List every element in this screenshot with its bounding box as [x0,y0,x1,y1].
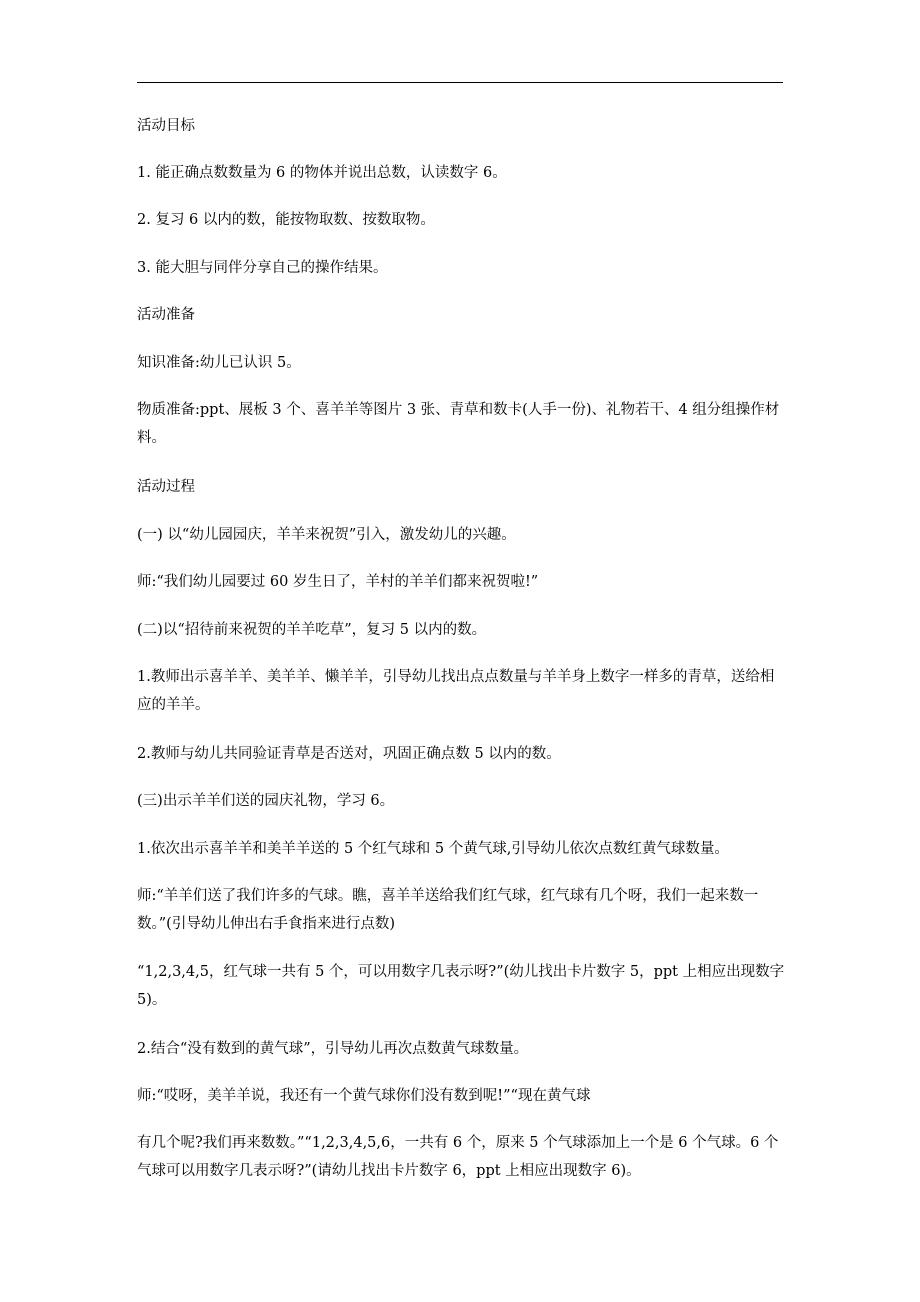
section-heading-goals: 活动目标 [137,118,195,134]
step-1: (一) 以“幼儿园园庆，羊羊来祝贺”引入，激发幼儿的兴趣。 [137,527,516,543]
goal-item-2: 2. 复习 6 以内的数，能按物取数、按数取物。 [137,212,435,228]
step-3-item-2: 2.结合“没有数到的黄气球”，引导幼儿再次点数黄气球数量。 [137,1041,529,1057]
step-3-count-quote: “1,2,3,4,5，红气球一共有 5 个，可以用数字几表示呀?”(幼儿找出卡片数字 5，ppt 上相应出现数字 5)。 [137,964,785,1008]
step-3-item-1: 1.依次出示喜羊羊和美羊羊送的 5 个红气球和 5 个黄气球,引导幼儿依次点数红黄气球数量。 [137,841,729,857]
section-heading-prep: 活动准备 [137,307,195,323]
step-2-item-2: 2.教师与幼儿共同验证青草是否送对，巩固正确点数 5 以内的数。 [137,746,561,762]
goal-item-1: 1. 能正确点数数量为 6 的物体并说出总数，认读数字 6。 [137,165,507,181]
goal-item-3: 3. 能大胆与同伴分享自己的操作结果。 [137,260,388,276]
step-3-item-2-count-quote: 有几个呢?我们再来数数。”“1,2,3,4,5,6，一共有 6 个，原来 5 个气球添加上一个是 6 个气球。6 个气球可以用数字几表示呀?”(请幼儿找出卡片数字 6，ppt 上相应出现数字 6)。 [137,1135,779,1179]
step-3: (三)出示羊羊们送的园庆礼物，学习 6。 [137,793,395,809]
section-heading-process: 活动过程 [137,479,195,495]
prep-knowledge: 知识准备:幼儿已认识 5。 [137,355,301,371]
header-rule [137,82,783,83]
prep-material: 物质准备:ppt、展板 3 个、喜羊羊等图片 3 张、青草和数卡(人手一份)、礼物若干、4 组分组操作材料。 [137,402,780,446]
step-3-item-2-teacher-quote: 师:“哎呀，美羊羊说，我还有一个黄气球你们没有数到呢!”“现在黄气球 [137,1088,591,1104]
step-2: (二)以“招待前来祝贺的羊羊吃草”，复习 5 以内的数。 [137,622,487,638]
step-2-item-1: 1.教师出示喜羊羊、美羊羊、懒羊羊，引导幼儿找出点点数量与羊羊身上数字一样多的青草，送给相应的羊羊。 [137,669,775,713]
step-1-teacher-quote: 师:“我们幼儿园要过 60 岁生日了，羊村的羊羊们都来祝贺啦!” [137,574,539,590]
step-3-teacher-quote: 师:“羊羊们送了我们许多的气球。瞧，喜羊羊送给我们红气球，红气球有几个呀，我们一起来数一数。”(引导幼儿伸出右手食指来进行点数) [137,888,759,932]
